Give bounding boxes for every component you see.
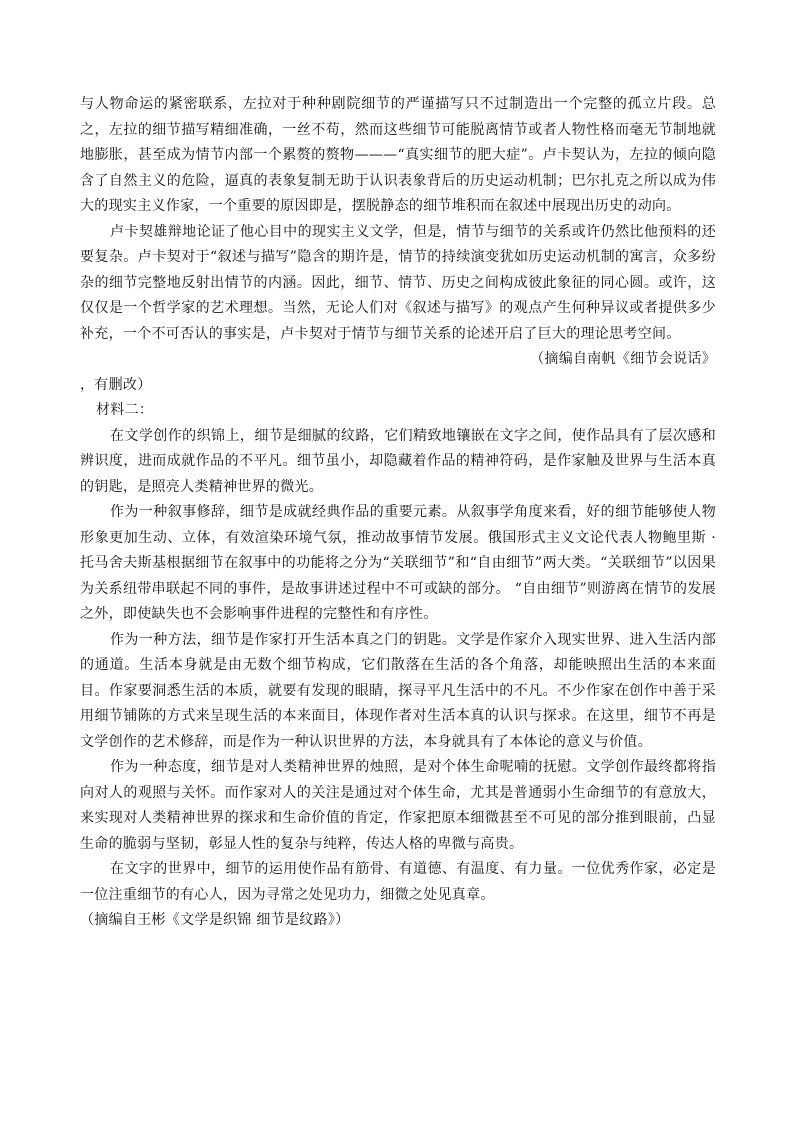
material1-paragraph-2 [80, 220, 716, 373]
material1-source: （摘编自南帆《细节会说话》 [530, 351, 716, 367]
article-body [80, 92, 716, 934]
material2-source: （摘编自王彬《文学是织锦 细节是纹路》） [80, 912, 350, 928]
material2-paragraph-5: 在文字的世界中，细节的运用使作品有筋骨、有道德、有温度、有力量。一位优秀作家，必定是一位注重细节的有心人，因为寻常之处见功力，细微之处见真章。 [80, 861, 716, 903]
material2-paragraph-1: 在文学创作的织锦上，细节是细腻的纹路，它们精致地镶嵌在文字之间，使作品具有了层次感和辨识度，进而成就作品的不平凡。细节虽小，却隐藏着作品的精神符码，是作家触及世界与生活本真的钥匙，是照亮人类精神世界的微光。 [80, 427, 716, 495]
material2-paragraph-4: 作为一种态度，细节是对人类精神世界的烛照，是对个体生命呢喃的抚慰。文学创作最终都将指向对人的观照与关怀。而作家对人的关注是通过对个体生命，尤其是普通弱小生命细节的有意放大，来实现对人类精神世界的探求和生命价值的肯定，作家把原本细微甚至不可见的部分推到眼前，凸显生命的脆弱与坚韧，彰显人性的复杂与纯粹，传达人格的卑微与高贵。 [80, 759, 716, 852]
material1-source-tail: ，有删改） [80, 376, 152, 393]
material2-paragraph-3: 作为一种方法，细节是作家打开生活本真之门的钥匙。文学是作家介入现实世界、进入生活内部的通道。生活本身就是由无数个细节构成，它们散落在生活的各个角落，却能映照出生活的本来面目。作家要洞悉生活的本质，就要有发现的眼睛，探寻平凡生活中的不凡。不少作家在创作中善于采用细节铺陈的方式来呈现生活的本来面目，体现作者对生活本真的认识与探求。在这里，细节不再是文学创作的艺术修辞，而是作为一种认识世界的方法，本身就具有了本体论的意义与价值。 [80, 631, 716, 750]
material1-paragraph-2-text: 卢卡契雄辩地论证了他心目中的现实主义文学，但是，情节与细节的关系或许仍然比他预料的还要复杂。卢卡契对于“叙述与描写”隐含的期许是，情节的持续演变犹如历史运动机制的寓言，众多纷杂的细节完整地反射出情节的内涵。因此，细节、情节、历史之间构成彼此象征的同心圆。或许，这仅仅是一个哲学家的艺术理想。当然，无论人们对《叙述与描写》的观点产生何种异议或者提供多少补充，一个不可否认的事实是，卢卡契对于情节与细节关系的论述开启了巨大的理论思考空间。 [80, 223, 716, 342]
material2-paragraph-2: 作为一种叙事修辞，细节是成就经典作品的重要元素。从叙事学角度来看，好的细节能够使人物形象更加生动、立体，有效渲染环境气氛，推动故事情节发展。俄国形式主义文论代表人物鲍里斯 ·托马舍夫斯基根据细节在叙事中的功能将之分为“关联细节”和“自由细节”两大类。“关联细节”以因果为关系纽带串联起不同的事件，是故事讲述过程中不可或缺的部分。 “自由细节”则游离在情节的发展之外，即使缺失也不会影响事件进程的完整性和有序性。 [80, 504, 716, 622]
material1-paragraph-continued: 与人物命运的紧密联系，左拉对于种种剧院细节的严谨描写只不过制造出一个完整的孤立片段。总之，左拉的细节描写精细准确，一丝不苟，然而这些细节可能脱离情节或者人物性格而毫无节制地就地膨胀，甚至成为情节内部一个累赘的赘物———“真实细节的肥大症”。卢卡契认为，左拉的倾向隐含了自然主义的危险，逼真的表象复制无助于认识表象背后的历史运动机制；巴尔扎克之所以成为伟大的现实主义作家，一个重要的原因即是，摆脱静态的细节堆积而在叙述中展现出历史的动向。 [80, 96, 716, 214]
material2-label: 材料二： [96, 402, 154, 418]
